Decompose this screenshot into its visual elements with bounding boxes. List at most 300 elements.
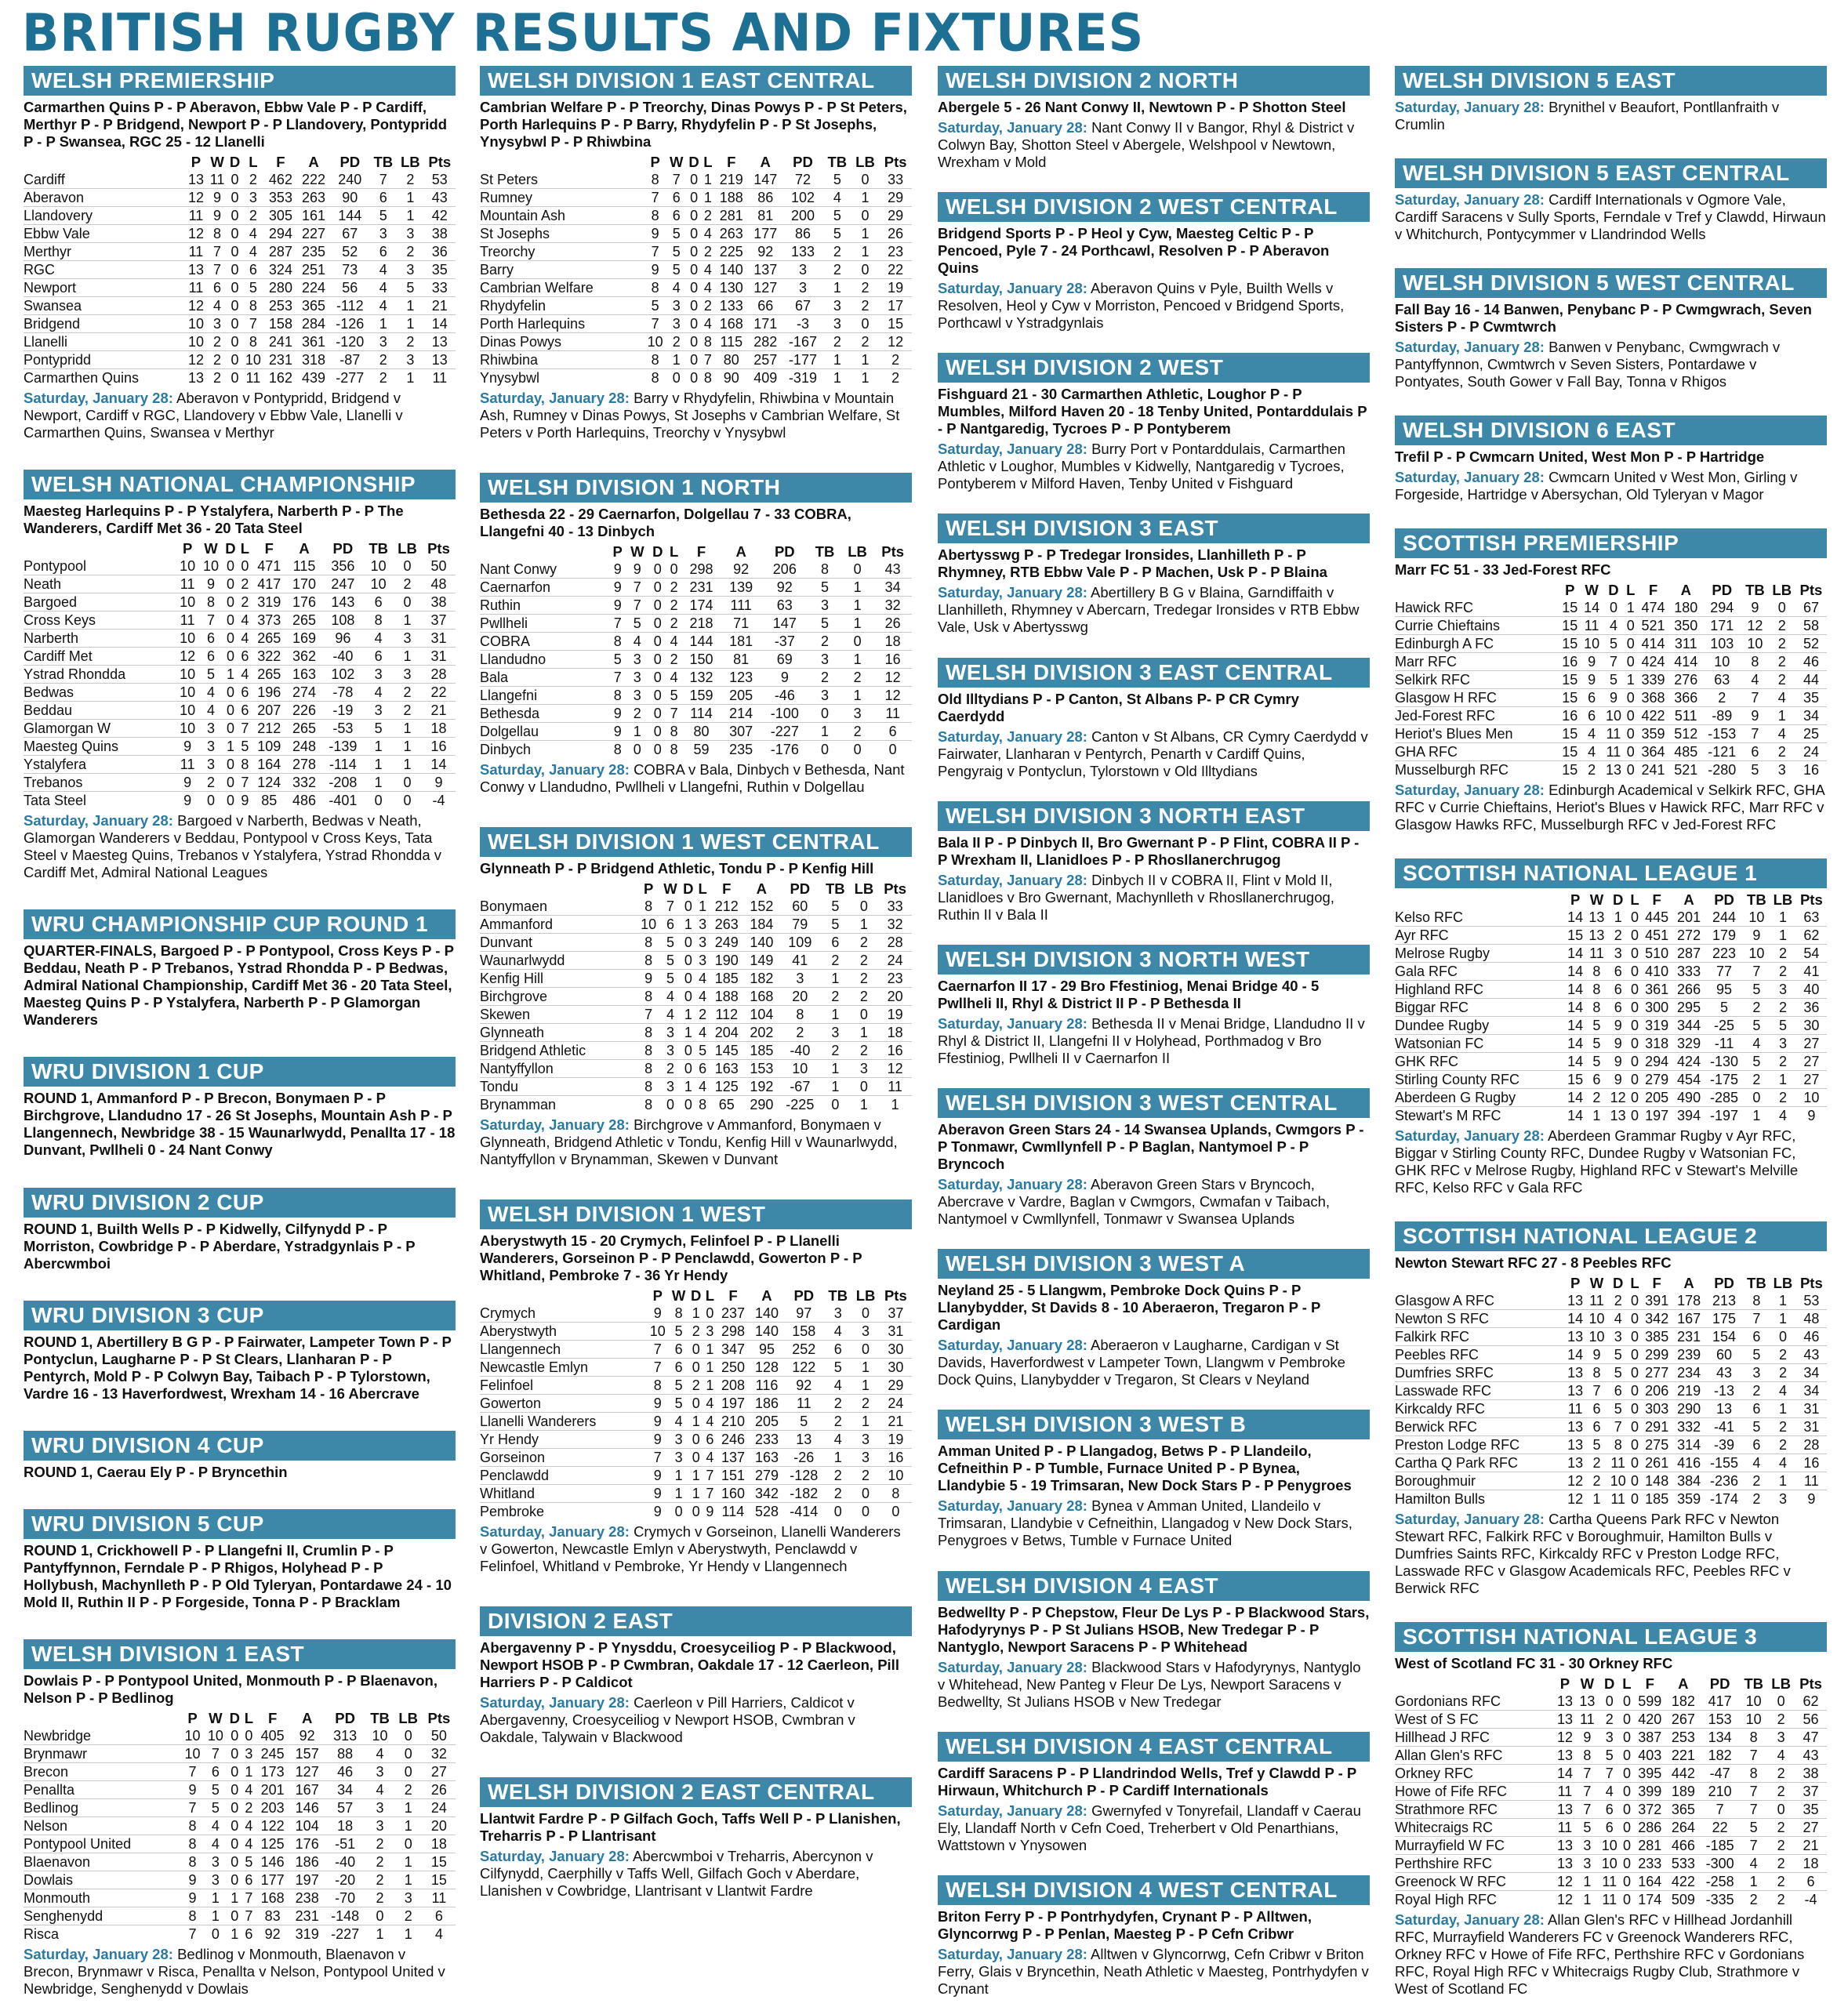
fixture-list: Dinbych II v COBRA II, Flint v Mold II, Llanidloes v Bro Gwernant, Machynlleth v Rhosllanerchrugog, Ruthin II v Bala II [938, 871, 1334, 923]
stat-cell: 2 [891, 370, 900, 386]
stat-cell: 300 [1645, 1000, 1669, 1015]
stat-cell: 0 [1631, 1000, 1639, 1015]
stat-cell: 5 [1749, 1820, 1758, 1835]
stat-cell: 13 [1556, 1856, 1573, 1871]
stat-cell: 6 [1614, 982, 1622, 997]
table-row [24, 1907, 456, 1925]
column-header: Pts [427, 540, 450, 557]
stat-cell: 177 [753, 226, 778, 241]
column-header: W [210, 154, 224, 170]
stat-cell: 5 [672, 262, 681, 278]
table-row [24, 207, 456, 225]
team-name: Bethesda [480, 706, 540, 721]
stat-cell: 424 [1677, 1054, 1701, 1069]
table-row [24, 575, 456, 593]
table-row [24, 792, 456, 810]
stat-cell: 5 [820, 579, 829, 595]
section-welsh-division-1-west [480, 1199, 912, 1575]
stat-cell: 15 [1562, 762, 1578, 778]
stat-cell: 0 [1631, 964, 1639, 979]
results-text: Fall Bay 16 - 14 Banwen, Penybanc P - P Cwmgwrach, Seven Sisters P - P Cwmtwrch [1395, 301, 1812, 335]
fixture-list: Cartha Queens Park RFC v Newton Stewart RFC, Falkirk RFC v Boroughmuir, Hamilton Bulls v Dumfries Saints RFC, Kirkcaldy RFC v Preston Lodge RFC, Lasswade RFC v Glasgow Academicals RFC, Peebles RFC v Berwick RFC [1395, 1511, 1791, 1596]
team-name: Cardiff Met [24, 648, 93, 665]
stat-cell: 4 [1777, 726, 1786, 742]
stat-cell: 3 [862, 1450, 870, 1465]
table-row [480, 333, 912, 351]
table-row [1395, 1107, 1827, 1125]
stat-cell: 9 [633, 561, 641, 577]
column-header: LB [398, 540, 417, 557]
table-row [24, 702, 456, 720]
stat-cell: 274 [292, 684, 317, 701]
stat-cell: 53 [1803, 1293, 1820, 1308]
table-row [24, 630, 456, 648]
table-row [1395, 909, 1827, 927]
stat-cell: 7 [188, 1800, 197, 1816]
stat-cell: 11 [1557, 1784, 1573, 1799]
stat-cell: 23 [887, 971, 903, 986]
team-name: Porth Harlequins [480, 316, 586, 332]
results-text: Llantwit Fardre P - P Gilfach Goch, Taffs Well P - P Llanishen, Treharris P - P Llantrisant [480, 1810, 901, 1844]
stat-cell: 189 [1671, 1784, 1695, 1799]
stat-cell: 9 [1614, 1036, 1622, 1051]
stat-cell: 2 [207, 775, 216, 791]
table-row [480, 1413, 912, 1431]
section-welsh-division-5-east [1395, 66, 1827, 133]
stat-cell: 0 [690, 316, 699, 332]
section-header: WELSH DIVISION 1 EAST [24, 1639, 456, 1669]
section-header: WELSH DIVISION 5 EAST [1395, 66, 1827, 96]
stat-cell: 5 [1778, 1018, 1787, 1033]
stat-cell: 4 [833, 1377, 842, 1393]
stat-cell: 9 [613, 579, 622, 595]
stat-cell: 7 [241, 720, 249, 737]
stat-cell: 6 [672, 190, 681, 205]
stat-cell: -41 [1714, 1419, 1735, 1435]
table-header-row [1395, 582, 1827, 599]
stat-cell: 5 [1592, 1437, 1601, 1453]
stat-cell: 32 [884, 597, 901, 613]
stat-cell: 174 [1638, 1892, 1662, 1907]
stat-cell: 62 [1803, 1693, 1819, 1709]
stat-cell: 0 [706, 1305, 714, 1321]
stat-cell: 0 [653, 633, 662, 649]
stat-cell: 266 [1677, 982, 1701, 997]
stat-cell: 14 [1567, 909, 1584, 925]
stat-cell: 40 [1803, 982, 1820, 997]
column-header: L [1630, 1275, 1639, 1291]
stat-cell: 12 [884, 670, 901, 685]
section-header: WELSH NATIONAL CHAMPIONSHIP [24, 470, 456, 499]
stat-cell: 16 [1562, 708, 1578, 724]
stat-cell: 0 [231, 1728, 239, 1744]
stat-cell: 8 [1592, 1000, 1601, 1015]
stat-cell: 149 [750, 953, 774, 968]
stat-cell: 6 [1752, 1437, 1761, 1453]
section-wru-division-1-cup [24, 1057, 456, 1159]
stat-cell: 4 [379, 280, 387, 296]
stat-cell: 0 [374, 793, 383, 809]
stat-cell: 0 [1631, 1108, 1639, 1123]
column-header: D [225, 540, 236, 557]
table-row [1395, 1035, 1827, 1053]
table-row [24, 1889, 456, 1907]
stat-cell: 3 [1778, 1036, 1787, 1051]
stat-cell: 2 [1605, 1711, 1614, 1727]
results-text: Caernarfon II 17 - 29 Bro Ffestiniog, Menai Bridge 40 - 5 Pwllheli II, Rhyl & District II P - P Bethesda II [938, 977, 1320, 1011]
results-text: Maesteg Harlequins P - P Ystalyfera, Narberth P - P The Wanderers, Cardiff Met 36 - 20 Tata Steel [24, 503, 404, 537]
results-text: Fishguard 21 - 30 Carmarthen Athletic, Loughor P - P Mumbles, Milford Haven 20 - 18 Tenby United, Pontarddulais P - P Nantgaredig, Tycroes P - P Pontyberem [938, 386, 1367, 437]
stat-cell: 439 [302, 370, 326, 386]
stat-cell: 12 [1610, 1090, 1626, 1105]
stat-cell: 2 [241, 594, 249, 611]
column-header: W [1589, 1275, 1604, 1291]
table-row [480, 1431, 912, 1449]
column-header: LB [1773, 891, 1793, 908]
stat-cell: 4 [1778, 1455, 1787, 1471]
stat-cell: 2 [1777, 618, 1786, 633]
stat-cell: 206 [1645, 1383, 1669, 1399]
stat-cell: 10 [1588, 1329, 1605, 1345]
stat-cell: 4 [1614, 1311, 1622, 1327]
team-name: Glynneath [480, 1025, 545, 1040]
team-name: Llanelli Wanderers [480, 1414, 597, 1429]
stat-cell: 510 [1645, 945, 1669, 961]
table-row [1395, 1729, 1827, 1747]
stat-cell: 10 [888, 1468, 904, 1483]
stat-cell: 10 [1584, 636, 1600, 651]
column-header: P [1570, 1275, 1581, 1291]
stat-cell: 11 [1589, 945, 1604, 961]
stat-cell: 8 [613, 633, 622, 649]
stat-cell: 2 [406, 334, 415, 350]
stat-cell: 0 [231, 244, 239, 259]
team-name: Bargoed [24, 594, 78, 611]
stat-cell: 0 [1622, 1892, 1631, 1907]
stat-cell: 0 [888, 742, 897, 757]
stat-cell: 7 [379, 172, 387, 187]
stat-cell: 364 [1641, 744, 1665, 760]
stat-cell: 12 [187, 352, 204, 368]
stat-cell: -174 [1710, 1491, 1739, 1507]
stat-cell: 6 [374, 648, 383, 665]
stat-cell: 1 [859, 916, 868, 932]
stat-cell: 5 [633, 615, 641, 631]
stat-cell: 176 [295, 1836, 319, 1852]
stat-cell: 147 [772, 615, 797, 631]
stat-cell: 4 [207, 702, 216, 719]
stat-cell: 24 [1803, 744, 1819, 760]
stat-cell: 10 [1601, 1838, 1617, 1853]
stat-cell: 7 [653, 1359, 662, 1375]
stat-cell: 2 [403, 684, 412, 701]
stat-cell: 2 [1777, 636, 1786, 651]
stat-cell: 3 [672, 316, 681, 332]
stat-cell: 0 [690, 352, 699, 368]
stat-cell: 4 [207, 684, 216, 701]
stat-cell: 6 [245, 1872, 253, 1888]
table-row [24, 333, 456, 351]
stat-cell: 9 [434, 775, 443, 791]
column-header: A [302, 1710, 313, 1726]
stat-cell: 6 [434, 1908, 443, 1924]
fixtures-text [938, 581, 1370, 636]
stat-cell: 71 [733, 615, 750, 631]
stat-cell: -227 [331, 1926, 360, 1942]
stat-cell: 3 [666, 1079, 674, 1094]
stat-cell: 298 [689, 561, 713, 577]
stat-cell: 203 [260, 1800, 285, 1816]
stat-cell: 11 [1580, 1711, 1595, 1727]
team-name: Ynysybwl [480, 370, 540, 386]
stat-cell: 8 [653, 1377, 662, 1393]
stat-cell: 333 [1677, 964, 1701, 979]
stat-cell: 0 [1631, 1311, 1639, 1327]
stat-cell: 1 [684, 916, 692, 932]
stat-cell: 6 [1806, 1874, 1815, 1889]
stat-cell: 3 [633, 688, 641, 703]
stat-cell: 3 [211, 1872, 220, 1888]
team-name: Kenfig Hill [480, 971, 544, 986]
stat-cell: 5 [1609, 672, 1617, 688]
team-name: RGC [24, 262, 55, 278]
stat-cell: 11 [885, 706, 901, 721]
stat-cell: 0 [859, 1007, 868, 1022]
stat-cell: 471 [257, 558, 281, 575]
stat-cell: 5 [207, 666, 216, 683]
stat-cell: 0 [226, 648, 234, 665]
stat-cell: 182 [1708, 1748, 1732, 1763]
stat-cell: 4 [833, 1323, 842, 1339]
results-text: ROUND 1, Builth Wells P - P Kidwelly, Cilfynydd P - P Morriston, Cowbridge P - P Aberdare, Ystradgynlais P - P Abercwmboi [24, 1220, 416, 1272]
column-header: Pts [427, 1710, 451, 1726]
stat-cell: 264 [1671, 1820, 1695, 1835]
column-header [480, 154, 644, 171]
table-row [480, 1359, 912, 1377]
stat-cell: 13 [1567, 1383, 1584, 1399]
stat-cell: 2 [820, 670, 829, 685]
stat-cell: 267 [1671, 1711, 1695, 1727]
stat-cell: 2 [1777, 1711, 1785, 1727]
fixtures-text [1395, 466, 1827, 503]
stat-cell: 13 [1579, 1693, 1596, 1709]
team-name: Newcastle Emlyn [480, 1359, 589, 1375]
stat-cell: 2 [861, 334, 870, 350]
stat-cell: 8 [670, 724, 678, 739]
stat-cell: 0 [207, 793, 216, 809]
stat-cell: 2 [1777, 654, 1786, 670]
stat-cell: 11 [1602, 1892, 1617, 1907]
column-header: W [671, 1287, 686, 1304]
stat-cell: 24 [887, 953, 903, 968]
fixture-date-label: Saturday, January 28: [938, 1658, 1087, 1675]
stat-cell: 208 [721, 1377, 745, 1393]
stat-cell: 146 [260, 1854, 285, 1870]
fixture-date-label: Saturday, January 28: [938, 280, 1087, 297]
stat-cell: 11 [1602, 1874, 1617, 1889]
stat-cell: -139 [329, 739, 358, 755]
stat-cell: 9 [613, 706, 622, 721]
stat-cell: 13 [1556, 1838, 1573, 1853]
column-header: D [229, 154, 241, 170]
stat-cell: 14 [1556, 1766, 1573, 1781]
stat-cell: 185 [750, 1043, 774, 1058]
stat-cell: 5 [1609, 636, 1617, 651]
team-name: Pwllheli [480, 615, 528, 631]
stat-cell: -40 [335, 1854, 356, 1870]
stat-cell: 6 [379, 244, 387, 259]
team-name: Biggar RFC [1395, 1000, 1469, 1015]
stat-cell: 235 [302, 244, 326, 259]
stat-cell: 13 [1567, 1293, 1584, 1308]
stat-cell: 11 [1610, 1491, 1626, 1507]
results-text: Bedwellty P - P Chepstow, Fleur De Lys P - P Blackwood Stars, Hafodyrynys P - P St Julians HSOB, New Tredegar P - P Nantyglo, Newport Saracens P - P Whitehead [938, 1603, 1370, 1655]
table-row [480, 369, 912, 387]
stat-cell: -121 [1708, 744, 1737, 760]
stat-cell: 2 [859, 1043, 868, 1058]
stat-cell: 294 [1645, 1054, 1669, 1069]
stat-cell: 0 [1622, 1766, 1631, 1781]
stat-cell: 31 [1803, 1419, 1820, 1435]
team-name: Glasgow H RFC [1395, 690, 1498, 706]
stat-cell: 196 [257, 684, 281, 701]
table-row [24, 261, 456, 279]
fixture-date-label: Saturday, January 28: [1395, 782, 1545, 798]
table-row [1395, 707, 1827, 725]
stat-cell: 5 [1592, 1018, 1601, 1033]
team-name: Dinas Powys [480, 334, 562, 350]
stat-cell: 7 [1752, 964, 1761, 979]
column-header: LB [1771, 1675, 1791, 1692]
stat-cell: 3 [1778, 982, 1787, 997]
stat-cell: 1 [699, 898, 707, 914]
stat-cell: 1 [1752, 1108, 1761, 1123]
stat-cell: 14 [1567, 1018, 1584, 1033]
stat-cell: 38 [430, 594, 447, 611]
column-header: A [1683, 1275, 1694, 1291]
stat-cell: 2 [379, 352, 387, 368]
stat-cell: 1 [853, 579, 862, 595]
stat-cell: 3 [833, 298, 841, 314]
stat-cell: 7 [653, 1450, 662, 1465]
stat-cell: 5 [831, 916, 840, 932]
stat-cell: 521 [1674, 762, 1698, 778]
league-table [1395, 1275, 1827, 1508]
stat-cell: 197 [295, 1872, 319, 1888]
table-row [24, 1817, 456, 1835]
stat-cell: 7 [670, 706, 678, 721]
team-name: Currie Chieftains [1395, 618, 1501, 633]
team-name: Howe of Fife RFC [1395, 1784, 1508, 1799]
stat-cell: 233 [754, 1432, 779, 1447]
stat-cell: 13 [1567, 1437, 1584, 1453]
stat-cell: 2 [404, 1908, 412, 1924]
stat-cell: 2 [833, 262, 841, 278]
table-row [480, 1377, 912, 1395]
column-header: A [308, 154, 319, 170]
section-header: WRU DIVISION 4 CUP [24, 1431, 456, 1461]
stat-cell: 1 [1778, 1072, 1787, 1087]
stat-cell: 8 [651, 352, 659, 368]
fixture-list: Brynithel v Beaufort, Pontllanfraith v Crumlin [1395, 99, 1780, 132]
stat-cell: 6 [213, 280, 222, 296]
column-header: D [229, 1710, 240, 1726]
stat-cell: 0 [231, 1872, 239, 1888]
stat-cell: 13 [796, 1432, 812, 1447]
stat-cell: 10 [1803, 1090, 1820, 1105]
stat-cell: 10 [1605, 708, 1621, 724]
team-name: Aberystwyth [480, 1323, 557, 1339]
stat-cell: -70 [335, 1890, 356, 1906]
fixtures-text [1395, 188, 1827, 243]
stat-cell: 15 [1562, 744, 1578, 760]
stat-cell: 0 [653, 597, 662, 613]
stat-cell: 246 [721, 1432, 745, 1447]
fixtures-text [1395, 1908, 1827, 1998]
stat-cell: 250 [721, 1359, 745, 1375]
stat-cell: 2 [820, 633, 829, 649]
stat-cell: 9 [183, 739, 192, 755]
column-header: Pts [1799, 891, 1823, 908]
table-row [1395, 1783, 1827, 1801]
stat-cell: 5 [833, 208, 841, 223]
stat-cell: 0 [891, 1504, 900, 1519]
stat-cell: 5 [1751, 762, 1759, 778]
section-welsh-division-2-east-central [480, 1777, 912, 1900]
stat-cell: 180 [1674, 600, 1698, 615]
stat-cell: 5 [833, 172, 841, 187]
stat-cell: 1 [374, 775, 383, 791]
stat-cell: 12 [888, 334, 904, 350]
column-header: LB [1772, 582, 1792, 598]
stat-cell: 277 [1645, 1365, 1669, 1381]
stat-cell: 8 [703, 370, 712, 386]
table-row [1395, 617, 1827, 635]
stat-cell: 5 [245, 1854, 253, 1870]
stat-cell: 109 [257, 739, 281, 755]
stat-cell: 0 [859, 898, 868, 914]
section-header: WELSH DIVISION 6 EAST [1395, 416, 1827, 445]
table-row [480, 723, 912, 741]
stat-cell: 205 [729, 688, 753, 703]
fixtures-text [480, 387, 912, 441]
stat-cell: -89 [1712, 708, 1733, 724]
table-row [1395, 653, 1827, 671]
stat-cell: 92 [733, 561, 750, 577]
stat-cell: 2 [833, 1486, 842, 1501]
stat-cell: 5 [666, 971, 674, 986]
stat-cell: 356 [331, 558, 355, 575]
stat-cell: 2 [1778, 1090, 1787, 1105]
fixtures-text [938, 869, 1370, 924]
stat-cell: 10 [180, 558, 196, 575]
stat-cell: 41 [1803, 964, 1820, 979]
fixture-list: Aberavon v Pontypridd, Bridgend v Newport, Cardiff v RGC, Llandovery v Ebbw Vale, Llanelli v Carmarthen Quins, Swansea v Merthyr [24, 390, 403, 441]
section-header: WELSH DIVISION 3 WEST CENTRAL [938, 1088, 1370, 1118]
stat-cell: 238 [295, 1890, 319, 1906]
fixture-list: COBRA v Bala, Dinbych v Bethesda, Nant Conwy v Llandudno, Pwllheli v Llangefni, Ruthin v Dolgellau [480, 761, 905, 795]
stat-cell: 150 [689, 651, 713, 667]
stat-cell: 287 [1677, 945, 1701, 961]
league-table [480, 880, 912, 1113]
stat-cell: 3 [403, 630, 412, 647]
stat-cell: 394 [1677, 1108, 1701, 1123]
stat-cell: 12 [180, 648, 196, 665]
stat-cell: 4 [833, 190, 841, 205]
results-text: Newton Stewart RFC 27 - 8 Peebles RFC [1395, 1254, 1672, 1271]
section-welsh-division-2-west [938, 353, 1370, 492]
results-text: Briton Ferry P - P Pontrhydyfen, Crynant P - P Alltwen, Glyncorrwg P - P Penlan, Maesteg P - P Cefn Cribwr [938, 1907, 1312, 1942]
